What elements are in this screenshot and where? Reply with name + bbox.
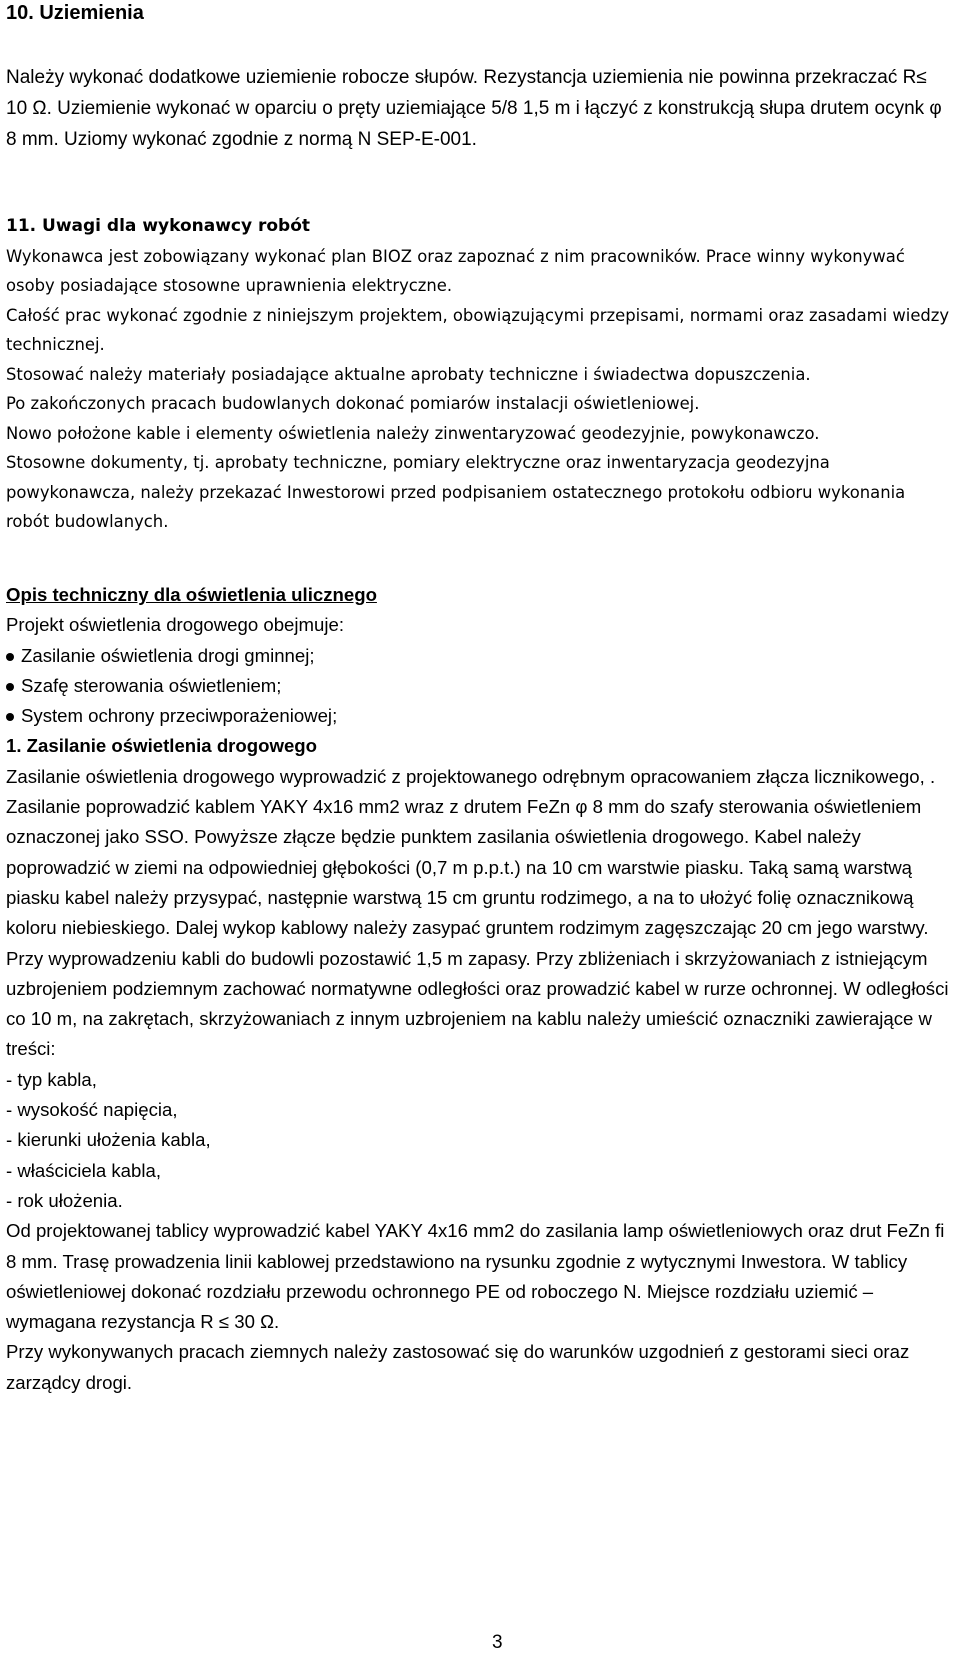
page-number: 3 — [492, 1632, 503, 1653]
section-10-text: Należy wykonać dodatkowe uziemienie robocze słupów. Rezystancja uziemienia nie powinna przekraczać R≤ 10 Ω. Uziemienie wykonać w oparciu o pręty uziemiające 5/8 1,5 m i łączyć z konstrukcją słupa drutem ocynk φ 8 mm. Uziomy wykonać zgodnie z normą N SEP-E-001. — [6, 67, 942, 150]
subsection-body: Zasilanie oświetlenia drogowego wyprowadzić z projektowanego odrębnym opracowaniem złącza licznikowego, . Zasilanie poprowadzić kablem YAKY 4x16 mm2 wraz z drutem FeZn φ 8 mm do szafy sterowania oświetleniem oznaczonej jako SSO. Powyższe złącze będzie punktem zasilania oświetlenia drogowego. Kabel należy poprowadzić w ziemi na odpowiedniej głębokości (0,7 m p.p.t.) na 10 cm warstwie piasku. Taką samą warstwą piasku kabel należy przysypać, następnie warstwą 15 cm gruntu rodzimego, a na to ułożyć folię oznacznikową koloru niebieskiego. Dalej wykop kablowy należy zasypać gruntem rodzimym zagęszczając 20 cm jego warstwy. Przy wyprowadzeniu kabli do budowli pozostawić 1,5 m zapasy. Przy zbliżeniach i skrzyżowaniach z istniejącym uzbrojeniem podziemnym zachować normatywne odległości oraz prowadzić kabel w rurze ochronnej. W odległości co 10 m, na zakrętach, skrzyżowaniach z innym uzbrojeniem na kablu należy umieścić oznaczniki zawierające w treści: — [6, 765, 949, 1060]
section-11-paragraph: Po zakończonych pracach budowlanych dokonać pomiarów instalacji oświetleniowej. — [6, 394, 700, 413]
final-paragraph: Przy wykonywanych pracach ziemnych należy zastosować się do warunków uzgodnień z gestorami sieci oraz zarządcy drogi. — [6, 1341, 910, 1393]
list-item-text: Szafę sterowania oświetleniem; — [21, 674, 282, 696]
section-10 — [6, 0, 946, 155]
dash-item: - rok ułożenia. — [6, 1189, 123, 1211]
dash-item: - kierunki ułożenia kabla, — [6, 1129, 211, 1151]
dash-item: - typ kabla, — [6, 1068, 97, 1090]
section-11 — [6, 212, 950, 537]
dash-item: - wysokość napięcia, — [6, 1099, 178, 1121]
section-11-paragraph: Całość prac wykonać zgodnie z niniejszym projektem, obowiązującymi przepisami, normami oraz zasadami wiedzy technicznej. — [6, 305, 950, 354]
opis-intro: Projekt oświetlenia drogowego obejmuje: — [6, 614, 344, 636]
bullet-icon — [6, 683, 14, 691]
dash-item: - właściciela kabla, — [6, 1159, 162, 1181]
scope-list — [6, 641, 950, 732]
section-11-paragraph: Stosowne dokumenty, tj. aprobaty techniczne, pomiary elektryczne oraz inwentaryzacja geodezyjna powykonawcza, należy przekazać Inwestorowi przed podpisaniem ostatecznego protokołu odbioru wykonania robót budowlanych. — [6, 453, 906, 531]
list-item-text: System ochrony przeciwporażeniowej; — [21, 705, 338, 727]
bullet-icon — [6, 653, 14, 661]
subsection-heading — [6, 731, 950, 761]
list-item-text: Zasilanie oświetlenia drogi gminnej; — [21, 644, 315, 666]
section-11-paragraph: Wykonawca jest zobowiązany wykonać plan BIOZ oraz zapoznać z nim pracowników. Prace winny wykonywać osoby posiadające stosowne uprawnienia elektryczne. — [6, 246, 905, 295]
after-list-paragraph: Od projektowanej tablicy wyprowadzić kabel YAKY 4x16 mm2 do zasilania lamp oświetleniowych oraz drut FeZn fi 8 mm. Trasę prowadzenia linii kablowej przedstawiono na rysunku zgodnie z wytycznymi Inwestora. W tablicy oświetleniowej dokonać rozdziału przewodu ochronnego PE od roboczego N. Miejsce rozdziału uziemić – wymagana rezystancja R ≤ 30 Ω. — [6, 1220, 945, 1333]
section-10-heading: 10. Uziemienia — [6, 2, 144, 24]
list-item — [6, 641, 950, 671]
bullet-icon — [6, 713, 14, 721]
section-11-paragraph: Stosować należy materiały posiadające aktualne aprobaty techniczne i świadectwa dopuszczenia. — [6, 364, 811, 384]
opis-heading: Opis techniczny dla oświetlenia ulicznego — [6, 584, 377, 605]
list-item — [6, 671, 950, 701]
list-item — [6, 701, 950, 731]
subsection-heading-text: 1. Zasilanie oświetlenia drogowego — [6, 735, 318, 757]
opis-techniczny — [6, 580, 950, 1398]
section-11-paragraph: Nowo położone kable i elementy oświetlenia należy zinwentaryzować geodezyjnie, powykonawczo. — [6, 423, 820, 443]
section-11-heading: 11. Uwagi dla wykonawcy robót — [6, 216, 311, 236]
